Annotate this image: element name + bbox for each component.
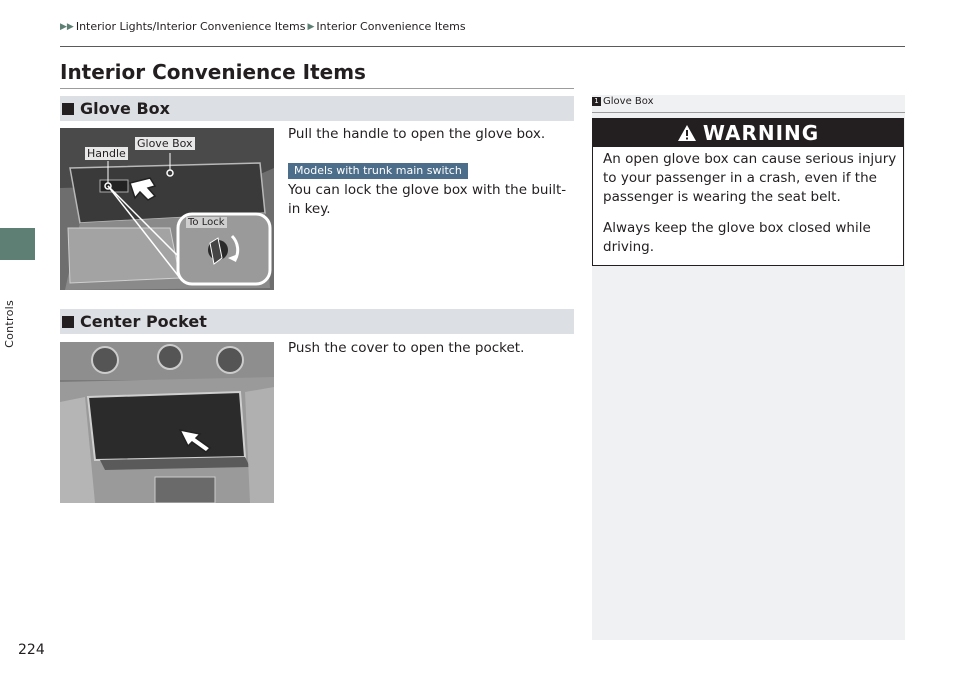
- chapter-tab: [0, 228, 35, 260]
- page-number: 224: [18, 642, 45, 658]
- section-square-icon: [62, 316, 74, 328]
- center-pocket-illustration: [60, 342, 274, 503]
- side-note-ref-label: Glove Box: [603, 96, 654, 107]
- warning-paragraph-2: Always keep the glove box closed while driving.: [603, 220, 871, 255]
- chapter-label: Controls: [3, 300, 16, 348]
- warning-header: [593, 119, 903, 147]
- glove-box-instruction: Pull the handle to open the glove box.: [288, 126, 546, 142]
- callout-to-lock: To Lock: [188, 217, 225, 228]
- side-note-reference[interactable]: [592, 96, 653, 107]
- breadcrumb-item-parent[interactable]: Interior Lights/Interior Convenience Items: [75, 20, 306, 33]
- breadcrumb-arrow-icon: ▶: [307, 21, 315, 32]
- warning-paragraph-1: An open glove box can cause serious injury to your passenger in a crash, even if the passenger is wearing the seat belt.: [603, 151, 897, 205]
- breadcrumb: [60, 20, 466, 33]
- note-number-icon: 1: [592, 97, 601, 106]
- model-badge: Models with trunk main switch: [288, 163, 468, 179]
- callout-handle: Handle: [87, 147, 126, 160]
- warning-title: WARNING: [702, 121, 820, 145]
- section-title: Center Pocket: [80, 312, 207, 331]
- section-header-center-pocket: [60, 309, 574, 334]
- warning-triangle-icon: [677, 124, 697, 142]
- section-header-glove-box: [60, 96, 574, 121]
- section-square-icon: [62, 103, 74, 115]
- callout-glove-box: Glove Box: [137, 137, 193, 150]
- section-title: Glove Box: [80, 99, 170, 118]
- breadcrumb-arrow-icon: ▶▶: [60, 21, 74, 32]
- glove-box-lock-text: You can lock the glove box with the built-in key.: [288, 182, 567, 217]
- page-title: Interior Convenience Items: [60, 60, 366, 84]
- header-divider: [60, 46, 905, 47]
- side-note-divider: [592, 112, 905, 113]
- breadcrumb-item-current[interactable]: Interior Convenience Items: [316, 20, 466, 33]
- title-divider: [60, 88, 574, 89]
- center-pocket-drawing: [60, 342, 274, 503]
- center-pocket-instruction: Push the cover to open the pocket.: [288, 340, 525, 356]
